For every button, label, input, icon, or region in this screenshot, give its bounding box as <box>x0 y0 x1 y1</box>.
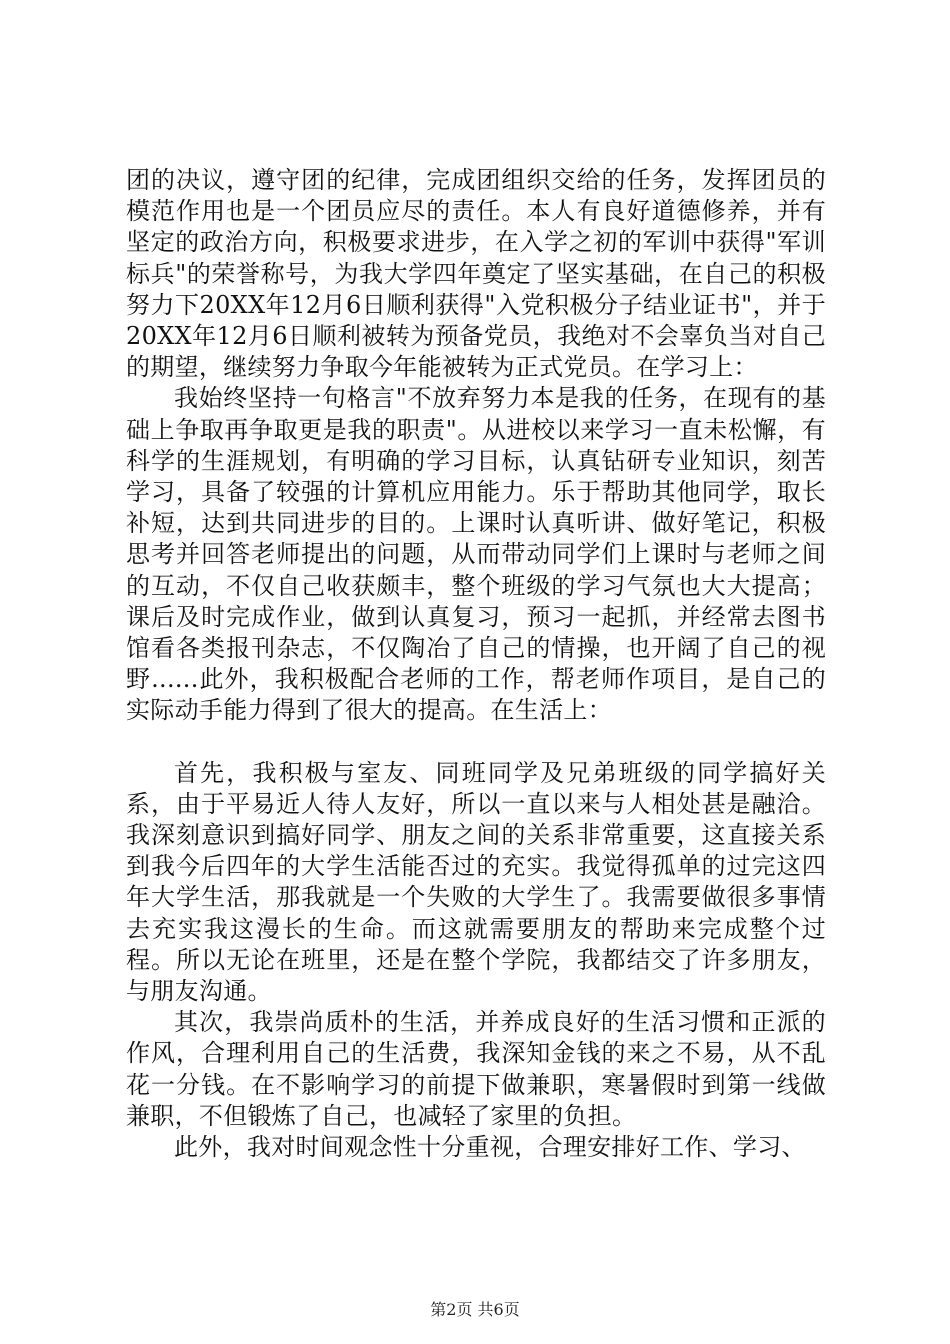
paragraph-4: 其次，我崇尚质朴的生活，并养成良好的生活习惯和正派的作风，合理利用自己的生活费，我深知金钱的来之不易，从不乱花一分钱。在不影响学习的前提下做兼职，寒暑假时到第一线做兼职，不但锻炼了自己，也减轻了家里的负担。 <box>126 1008 826 1130</box>
paragraph-spacer <box>126 727 826 758</box>
paragraph-3: 首先，我积极与室友、同班同学及兄弟班级的同学搞好关系，由于平易近人待人友好，所以一直以来与人相处甚是融洽。我深刻意识到搞好同学、朋友之间的关系非常重要，这直接关系到我今后四年的大学生活能否过的充实。我觉得孤单的过完这四年大学生活，那我就是一个失败的大学生了。我需要做很多事情去充实我这漫长的生命。而这就需要朋友的帮助来完成整个过程。所以无论在班里，还是在整个学院，我都结交了许多朋友，与朋友沟通。 <box>126 758 826 1006</box>
paragraph-5: 此外，我对时间观念性十分重视，合理安排好工作、学习、 <box>174 1133 806 1162</box>
page-number-footer: 第2页 共6页 <box>430 1300 520 1319</box>
paragraph-2: 我始终坚持一句格言"不放弃努力本是我的任务，在现有的基础上争取再争取更是我的职责"。从进校以来学习一直未松懈，有科学的生涯规划，有明确的学习目标，认真钻研专业知识，刻苦学习，具备了较强的计算机应用能力。乐于帮助其他同学，取长补短，达到共同进步的目的。上课时认真听讲、做好笔记，积极思考并回答老师提出的问题，从而带动同学们上课时与老师之间的互动，不仅自己收获颇丰，整个班级的学习气氛也大大提高；课后及时完成作业，做到认真复习，预习一起抓，并经常去图书馆看各类报刊杂志，不仅陶冶了自己的情操，也开阔了自己的视野......此外，我积极配合老师的工作，帮老师作项目，是自己的实际动手能力得到了很大的提高。在生活上： <box>126 384 826 725</box>
paragraph-1: 团的决议，遵守团的纪律，完成团组织交给的任务，发挥团员的模范作用也是一个团员应尽的责任。本人有良好道德修养，并有坚定的政治方向，积极要求进步，在入学之初的军训中获得"军训标兵"的荣誉称号，为我大学四年奠定了坚实基础，在自己的积极努力下20XX年12月6日顺利获得"入党积极分子结业证书"，并于20XX年12月6日顺利被转为预备党员，我绝对不会辜负当对自己的期望，继续努力争取今年能被转为正式党员。在学习上： <box>126 166 826 382</box>
document-body <box>126 165 826 1163</box>
